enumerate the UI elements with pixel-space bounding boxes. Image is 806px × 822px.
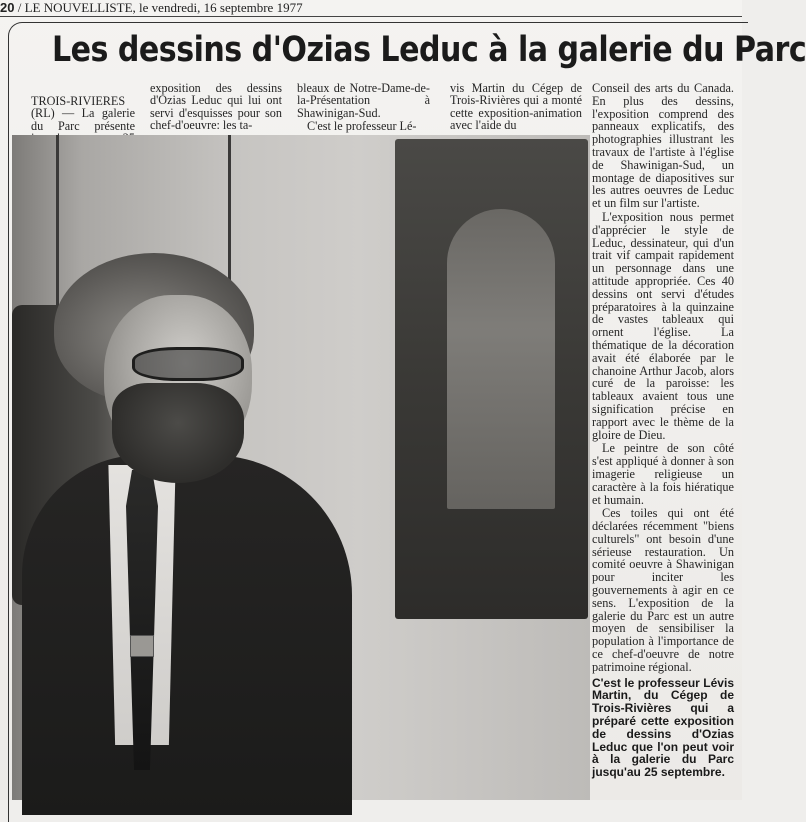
issue-date: le vendredi, 16 septembre 1977 — [139, 0, 303, 15]
masthead: LE NOUVELLISTE, — [24, 0, 136, 15]
article-paragraph: Conseil des arts du Canada. En plus des dessins, l'exposition comprend des panneaux explicatifs, des photographies illustrant les travaux de l'artiste à l'église de Shawinigan-Sud, un montage de diapositives sur les autres oeuvres de Leduc et un film sur l'artiste. — [592, 81, 734, 211]
article-paragraph: L'exposition nous permet d'apprécier le style de Leduc, dessinateur, qui d'un trait vif campait rapidement un personnage dans une attitude appropriée. Ces 40 dessins ont servi d'études préparatoires à la quinzaine de vastes tableaux qui ornent l'église. La thématique de la décoration avait été élaborée par le chanoine Arthur Jacob, alors curé de la paroisse: les tableaux avaient tous une signification précise en rapport avec le thème de la gloire de Dieu. — [592, 209, 734, 442]
article-text: bleaux de Notre-Dame-de-la-Présentation à Shawinigan-Sud. — [297, 81, 430, 120]
photo-caption: C'est le professeur Lévis Martin, du Cégep de Trois-Rivières qui a préparé cette exposition de dessins d'Ozias Leduc que l'on peut voir à la galerie du Parc jusqu'au 25 septembre. — [592, 675, 734, 780]
article-text: TROIS-RIVIERES (RL) — La galerie du Parc présente — [31, 94, 135, 133]
article-text: exposition des dessins d'Ozias Leduc qui lui ont servi d'esquisses pour son chef-d'oeuvre: les ta- — [150, 81, 282, 133]
article-column-2 — [150, 82, 282, 137]
lapel-pin — [130, 635, 154, 657]
page-header: 20 / LE NOUVELLISTE, le vendredi, 16 septembre 1977 — [0, 0, 303, 15]
article-column-5 — [592, 82, 734, 800]
man-jacket — [22, 455, 352, 815]
article-paragraph: Ces toiles qui ont été déclarées récemment "biens culturels" ont besoin d'une sérieuse restauration. Un comité oeuvre à Shawinigan pour inciter les gouvernements à agir en ce sens. L'exposition de la galerie du Parc est un autre moyen de sensibiliser la population à l'importance de ce chef-d'oeuvre de notre patrimoine régional. — [592, 506, 734, 674]
article-column-4 — [450, 82, 582, 137]
header-rule — [0, 16, 742, 17]
article-paragraph: Le peintre de son côté s'est appliqué à donner à son imagerie religieuse un caractère à la fois hiératique et humain. — [592, 441, 734, 507]
article-text: vis Martin du Cégep de Trois-Rivières qui a monté cette exposition-animation avec l'aide du — [450, 81, 582, 133]
article-column-1 — [31, 95, 135, 135]
glasses-icon — [132, 347, 244, 381]
arched-drawing — [447, 209, 555, 509]
page-number: 20 — [0, 0, 15, 15]
painting-panel — [395, 139, 588, 619]
article-column-3 — [297, 82, 430, 137]
headline: Les dessins d'Ozias Leduc à la galerie du Parc — [51, 30, 806, 70]
article-text: C'est le professeur Lé- — [307, 119, 417, 134]
man-beard — [112, 383, 244, 483]
article-photo — [12, 135, 590, 800]
